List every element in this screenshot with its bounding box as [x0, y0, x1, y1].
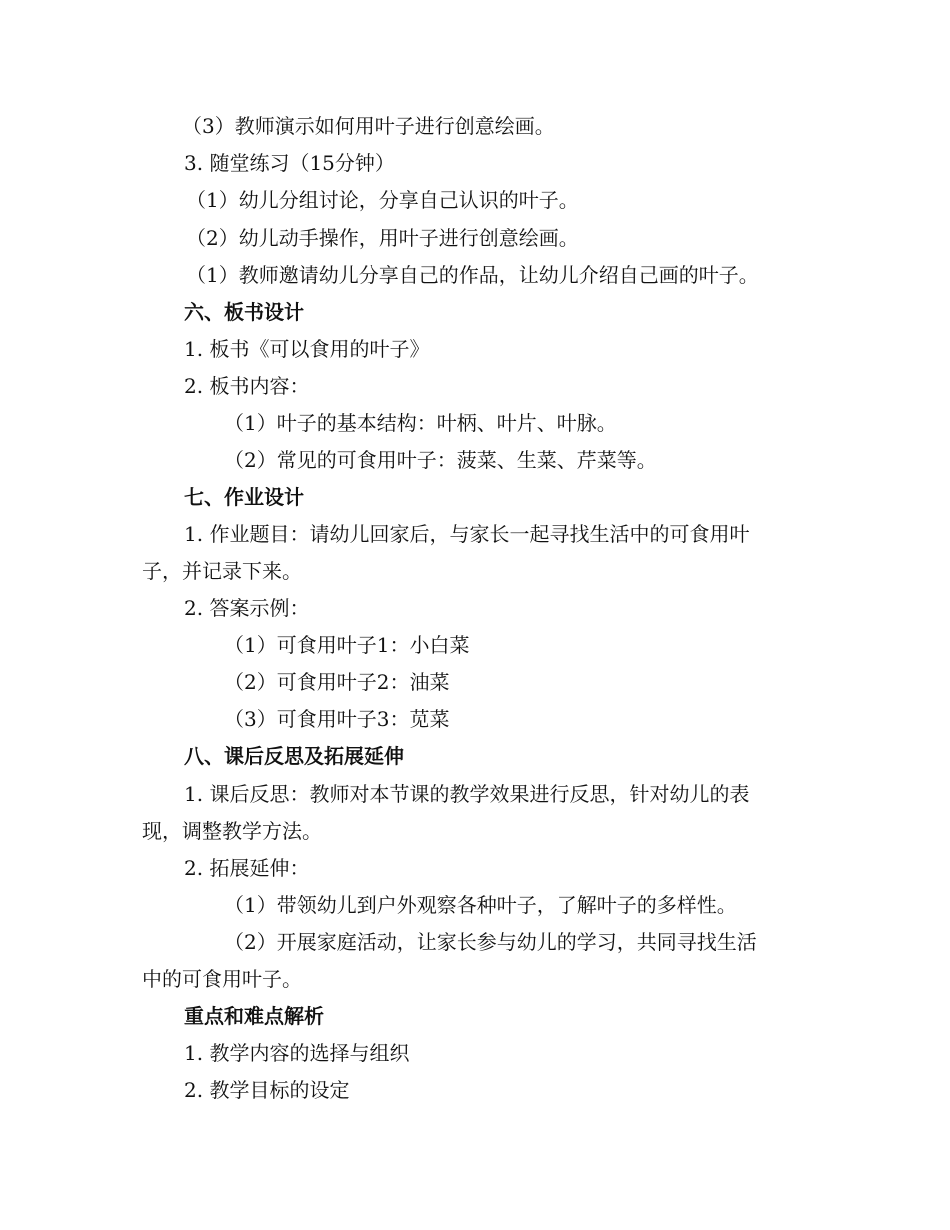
- text-line: （2）常见的可食用叶子：菠菜、生菜、芹菜等。: [224, 448, 657, 472]
- text-line: 3. 随堂练习（15分钟）: [184, 151, 395, 175]
- text-line: （1）叶子的基本结构：叶柄、叶片、叶脉。: [224, 411, 617, 435]
- text-line: 2. 拓展延伸：: [184, 856, 310, 880]
- section-heading: 七、作业设计: [184, 485, 304, 509]
- text-line: （2）开展家庭活动，让家长参与幼儿的学习，共同寻找生活: [224, 930, 757, 954]
- text-line: （2）幼儿动手操作，用叶子进行创意绘画。: [186, 226, 579, 250]
- text-line: 2. 教学目标的设定: [184, 1078, 350, 1102]
- text-line: （1）教师邀请幼儿分享自己的作品，让幼儿介绍自己画的叶子。: [186, 263, 759, 287]
- text-line: 1. 教学内容的选择与组织: [184, 1041, 410, 1065]
- text-line: 1. 课后反思：教师对本节课的教学效果进行反思，针对幼儿的表: [184, 782, 750, 806]
- text-line: （3）教师演示如何用叶子进行创意绘画。: [182, 114, 555, 138]
- text-line: 中的可食用叶子。: [142, 967, 302, 991]
- text-line: （2）可食用叶子2：油菜: [224, 670, 450, 694]
- text-line: （1）幼儿分组讨论，分享自己认识的叶子。: [186, 188, 579, 212]
- text-line: 现，调整教学方法。: [142, 819, 322, 843]
- section-heading: 六、板书设计: [184, 300, 304, 324]
- text-line: 1. 作业题目：请幼儿回家后，与家长一起寻找生活中的可食用叶: [184, 522, 750, 546]
- text-line: 2. 答案示例：: [184, 596, 310, 620]
- text-line: （3）可食用叶子3：苋菜: [224, 707, 450, 731]
- section-heading: 八、课后反思及拓展延伸: [184, 744, 404, 768]
- text-line: 2. 板书内容：: [184, 374, 310, 398]
- text-line: 1. 板书《可以食用的叶子》: [184, 337, 430, 361]
- section-heading: 重点和难点解析: [184, 1004, 324, 1028]
- text-line: 子，并记录下来。: [142, 559, 302, 583]
- text-line: （1）带领幼儿到户外观察各种叶子，了解叶子的多样性。: [224, 893, 737, 917]
- text-line: （1）可食用叶子1：小白菜: [224, 633, 470, 657]
